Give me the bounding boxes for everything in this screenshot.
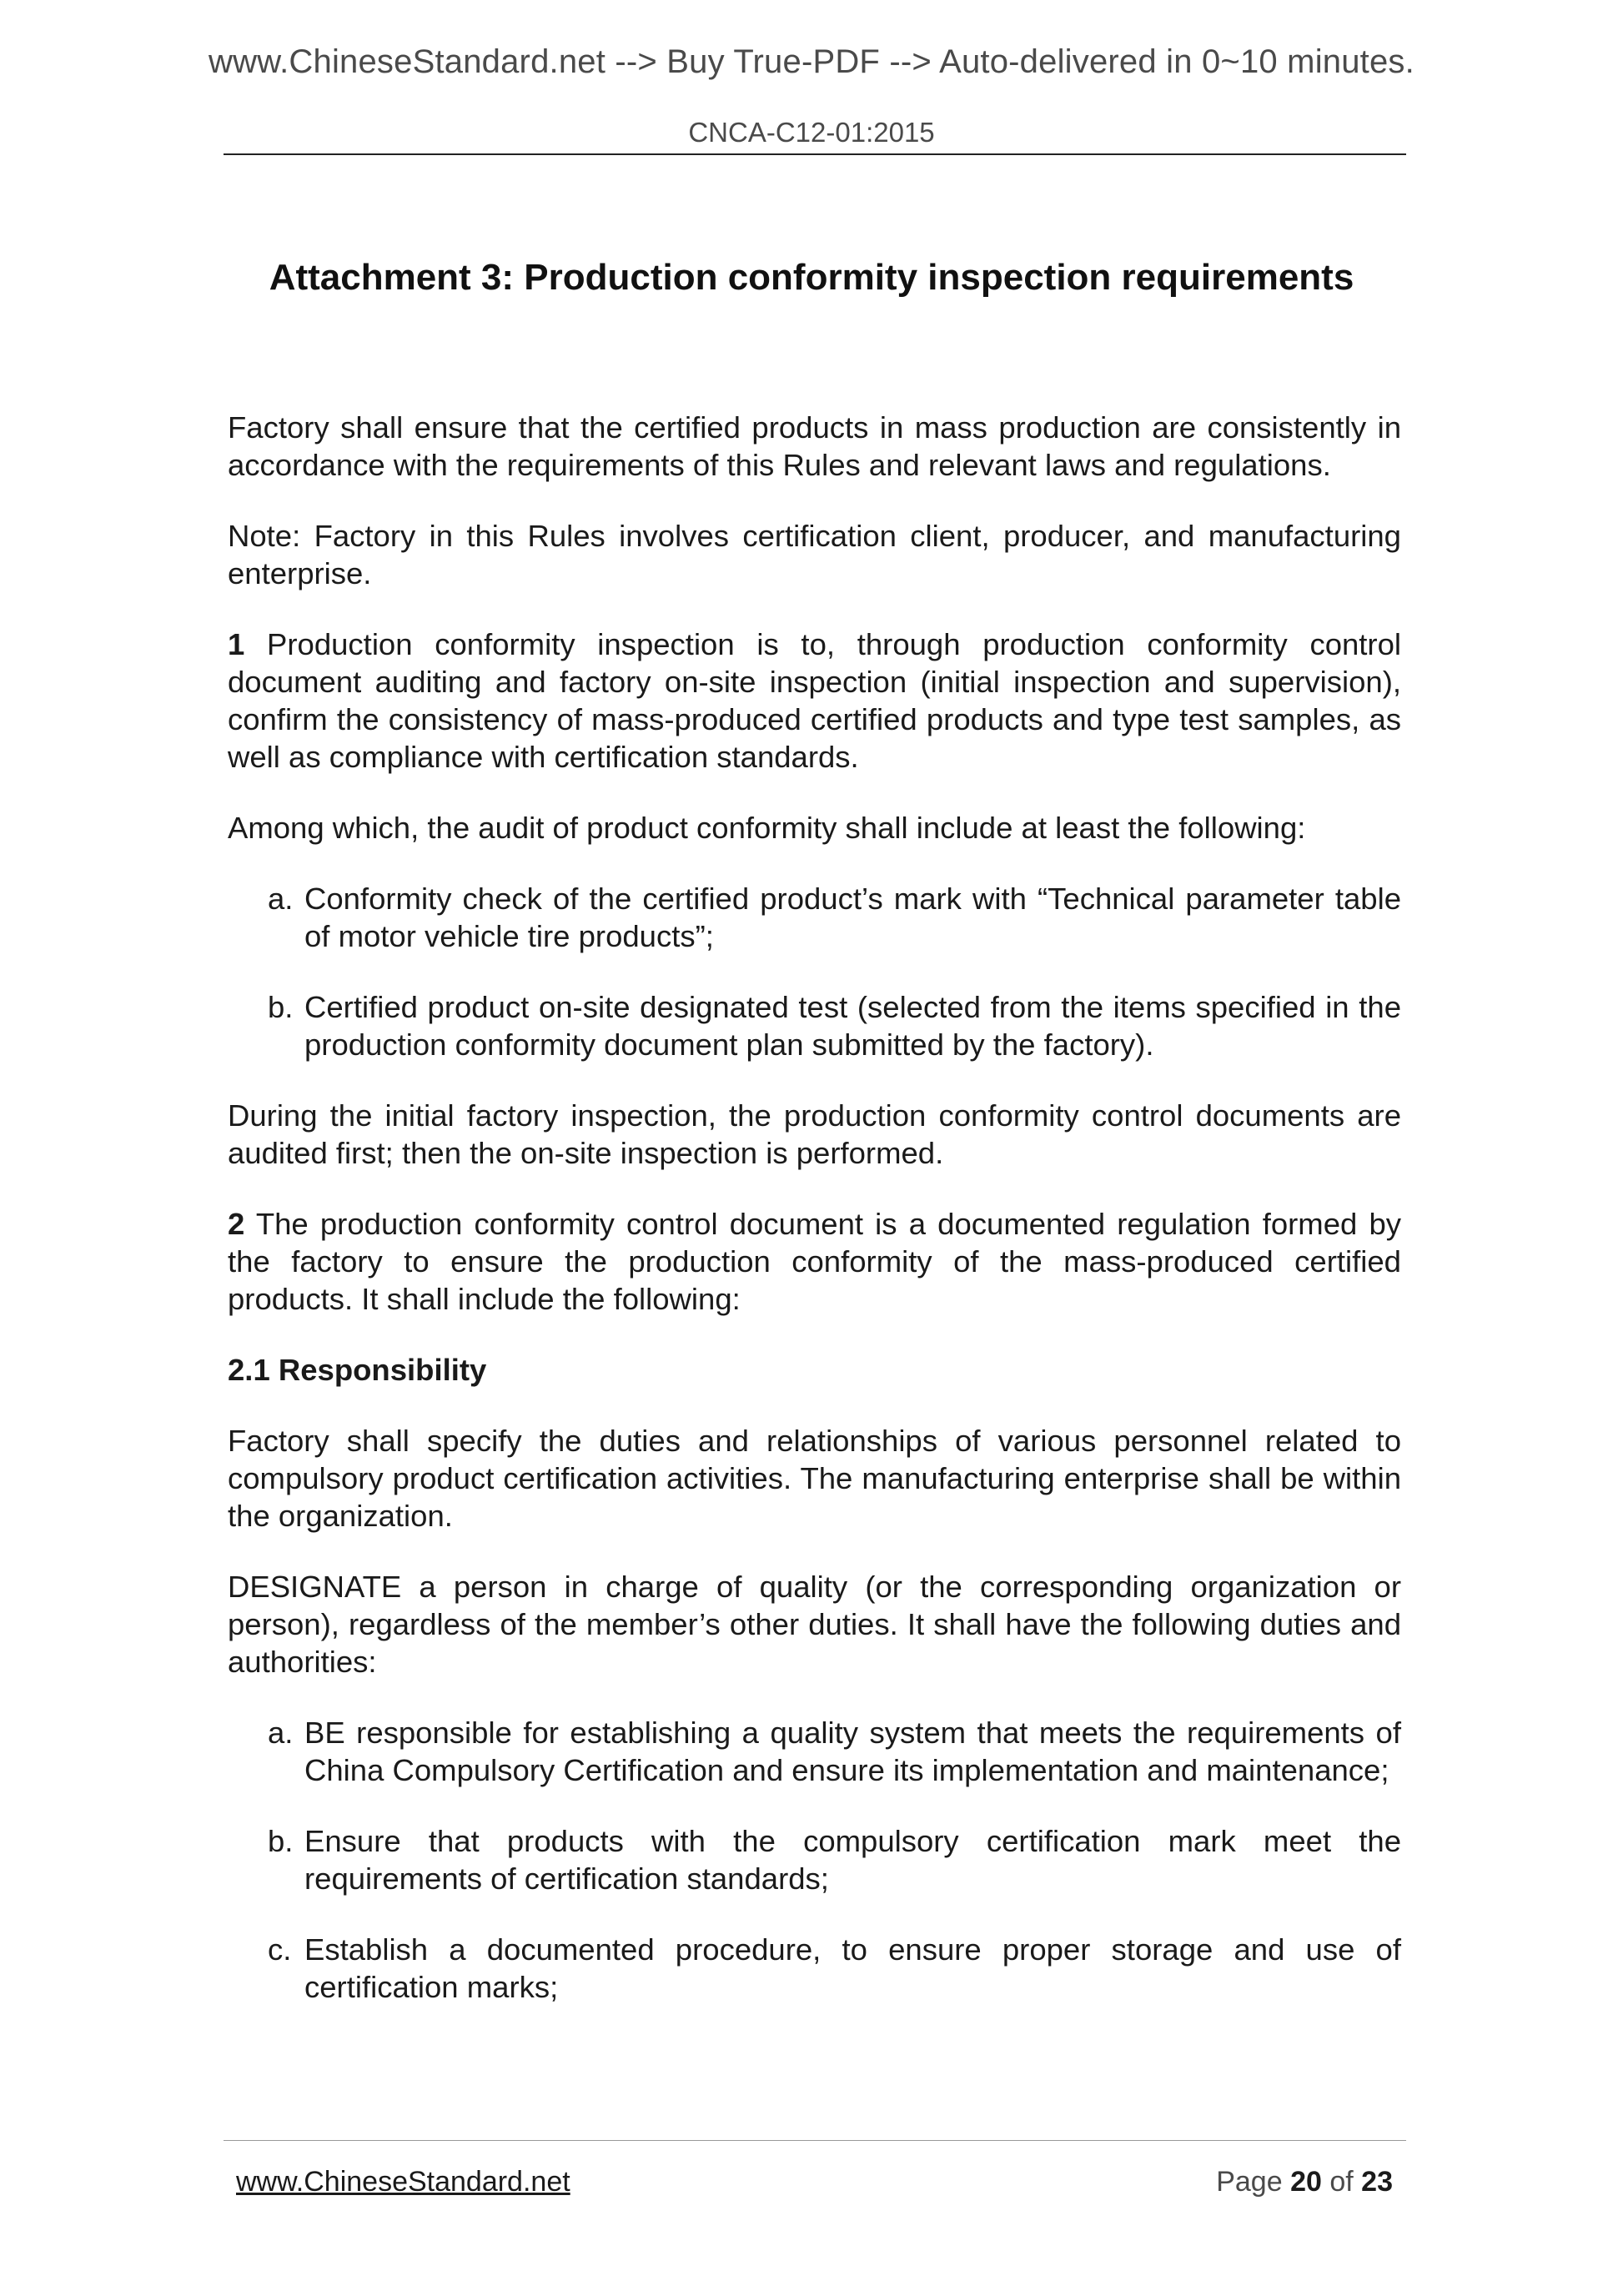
intro-paragraph: Factory shall ensure that the certified products in mass production are consistently in accordance with the requirements of this Rules and relevant laws and regulations. [228, 410, 1401, 482]
note-paragraph: Note: Factory in this Rules involves certification client, producer, and manufacturing enterprise. [228, 519, 1401, 590]
section-2-text: The production conformity control document is a documented regulation formed by the factory to ensure the production conformity of the mass-produced certified products. It shall include the following: [228, 1207, 1402, 1316]
section-1-paragraph [228, 625, 1401, 776]
duty-list-item [268, 1822, 1401, 1897]
document-body [228, 409, 1401, 2039]
list-marker: a. [268, 882, 294, 916]
list-text: Certified product on-site designated test (selected from the items specified in the production conformity document plan submitted by the factory). [304, 990, 1401, 1062]
footer-divider [224, 2140, 1406, 2141]
list-marker: b. [268, 1824, 294, 1858]
section-2-1-heading: 2.1 Responsibility [228, 1353, 487, 1387]
list-marker: b. [268, 990, 294, 1024]
section-1-text: Production conformity inspection is to, through production conformity control document auditing and factory on-site inspection (initial inspection and supervision), confirm the consistency of mass-produced certified products and type test samples, as well as compliance with certification standards. [228, 627, 1401, 774]
section-2-number: 2 [228, 1207, 245, 1241]
audit-list-item [268, 988, 1401, 1063]
section-2-paragraph [228, 1205, 1401, 1318]
list-marker: a. [268, 1716, 294, 1750]
list-text: Conformity check of the certified product’s mark with “Technical parameter table of motor vehicle tire products”; [304, 882, 1401, 953]
current-page: 20 [1290, 2166, 1322, 2198]
document-code: CNCA-C12-01:2015 [688, 117, 935, 148]
list-text: Establish a documented procedure, to ensure proper storage and use of certification marks; [304, 1932, 1401, 2004]
footer-website-link[interactable]: www.ChineseStandard.net [236, 2166, 570, 2198]
list-text: BE responsible for establishing a quality system that meets the requirements of China Compulsory Certification and ensure its implementation and maintenance; [304, 1716, 1401, 1787]
top-banner: www.ChineseStandard.net --> Buy True-PDF --> Auto-delivered in 0~10 minutes. [209, 43, 1414, 80]
list-marker: c. [268, 1932, 292, 1967]
page-number [1216, 2166, 1393, 2198]
designate-paragraph: DESIGNATE a person in charge of quality (or the corresponding organization or person), regardless of the member’s other duties. It shall have the following duties and authorities: [228, 1570, 1401, 1679]
total-pages: 23 [1361, 2166, 1393, 2198]
page-label: Page [1216, 2166, 1283, 2198]
initial-inspection-paragraph: During the initial factory inspection, the production conformity control documents are audited first; then the on-site inspection is performed. [228, 1098, 1401, 1170]
responsibility-paragraph: Factory shall specify the duties and relationships of various personnel related to compulsory product certification activities. The manufacturing enterprise shall be within the organization. [228, 1424, 1401, 1533]
section-1-number: 1 [228, 627, 245, 661]
page-title: Attachment 3: Production conformity inspection requirements [269, 257, 1354, 298]
list-text: Ensure that products with the compulsory certification mark meet the requirements of certification standards; [304, 1824, 1401, 1896]
audit-list-item [268, 880, 1401, 955]
of-label: of [1329, 2166, 1354, 2198]
duty-list-item [268, 1931, 1401, 2006]
duty-list-item [268, 1714, 1401, 1789]
header-divider [224, 153, 1406, 155]
among-paragraph: Among which, the audit of product conformity shall include at least the following: [228, 811, 1306, 845]
